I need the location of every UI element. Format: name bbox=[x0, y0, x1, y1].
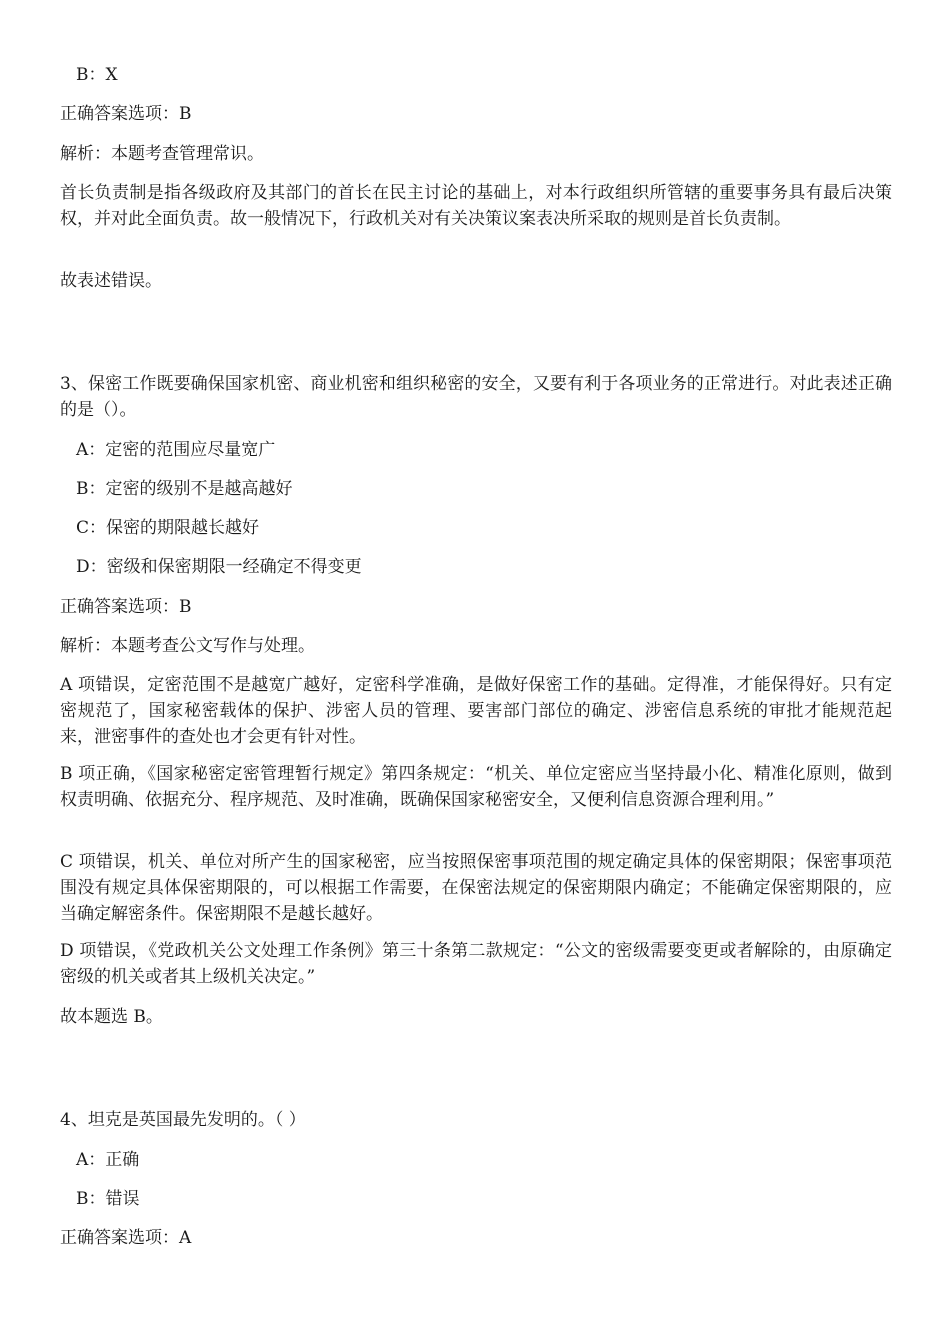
q3-answer: 正确答案选项：B bbox=[60, 597, 192, 617]
q2-conclusion: 故表述错误。 bbox=[60, 271, 162, 291]
q2-option-b: B：X bbox=[76, 65, 118, 85]
q4-answer: 正确答案选项：A bbox=[60, 1228, 192, 1248]
q3-analysis: 解析：本题考查公文写作与处理。 bbox=[60, 636, 315, 656]
q3-conclusion: 故本题选 B。 bbox=[60, 1007, 163, 1027]
q3-explanation-a: A 项错误，定密范围不是越宽广越好，定密科学准确，是做好保密工作的基础。定得准，才能保得好。只有定密规范了，国家秘密载体的保护、涉密人员的管理、要害部门部位的确定、涉密信息系统的审批才能规范起来，泄密事件的查处也才会更有针对性。 bbox=[60, 675, 892, 747]
q3-option-a: A：定密的范围应尽量宽广 bbox=[76, 440, 276, 460]
q3-explanation-d: D 项错误，《党政机关公文处理工作条例》第三十条第二款规定：“公文的密级需要变更或者解除的，由原确定密级的机关或者其上级机关决定。” bbox=[60, 941, 892, 987]
q3-option-c: C：保密的期限越长越好 bbox=[76, 518, 260, 538]
q2-answer: 正确答案选项：B bbox=[60, 104, 192, 124]
q4-question: 4、坦克是英国最先发明的。（ ） bbox=[60, 1110, 306, 1130]
q3-explanation-b: B 项正确，《国家秘密定密管理暂行规定》第四条规定：“机关、单位定密应当坚持最小化、精准化原则，做到权责明确、依据充分、程序规范、及时准确，既确保国家秘密安全，又便利信息资源合理利用。” bbox=[60, 764, 892, 810]
q2-explanation: 首长负责制是指各级政府及其部门的首长在民主讨论的基础上，对本行政组织所管辖的重要事务具有最后决策权，并对此全面负责。故一般情况下，行政机关对有关决策议案表决所采取的规则是首长负责制。 bbox=[60, 183, 892, 229]
q3-question: 3、保密工作既要确保国家机密、商业机密和组织秘密的安全，又要有利于各项业务的正常进行。对此表述正确的是（）。 bbox=[60, 374, 892, 420]
q2-analysis: 解析：本题考查管理常识。 bbox=[60, 144, 264, 164]
q3-option-b: B：定密的级别不是越高越好 bbox=[76, 479, 293, 499]
q3-option-d: D：密级和保密期限一经确定不得变更 bbox=[76, 557, 362, 577]
q4-option-a: A：正确 bbox=[76, 1150, 140, 1170]
q3-explanation-c: C 项错误，机关、单位对所产生的国家秘密，应当按照保密事项范围的规定确定具体的保密期限；保密事项范围没有规定具体保密期限的，可以根据工作需要，在保密法规定的保密期限内确定；不能确定保密期限的，应当确定解密条件。保密期限不是越长越好。 bbox=[60, 852, 892, 924]
q4-option-b: B：错误 bbox=[76, 1189, 140, 1209]
